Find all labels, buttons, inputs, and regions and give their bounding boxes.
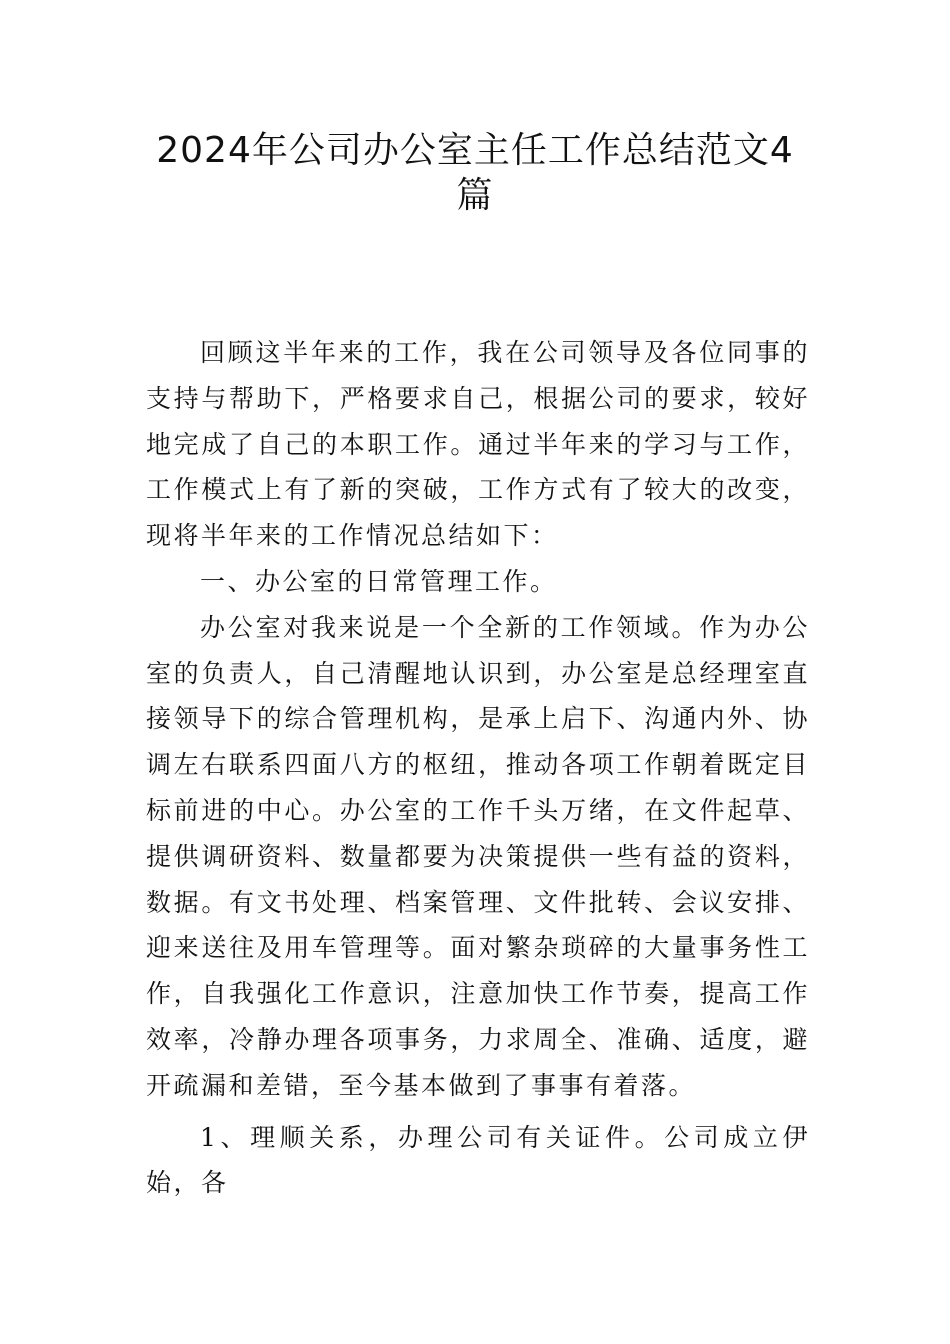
paragraph-intro: 回顾这半年来的工作，我在公司领导及各位同事的支持与帮助下，严格要求自己，根据公司的要求，较好地完成了自己的本职工作。通过半年来的学习与工作，工作模式上有了新的突破，工作方式有了较大的改变，现将半年来的工作情况总结如下： — [146, 338, 810, 551]
document-body — [146, 330, 810, 1206]
section-heading-1: 一、办公室的日常管理工作。 — [200, 566, 558, 596]
paragraph-item-1: 1、理顺关系，办理公司有关证件。公司成立伊始，各 — [146, 1122, 810, 1198]
document-title: 2024年公司办公室主任工作总结范文4篇 — [156, 130, 794, 216]
paragraph-office-role: 办公室对我来说是一个全新的工作领域。作为办公室的负责人，自己清醒地认识到，办公室是总经理室直接领导下的综合管理机构，是承上启下、沟通内外、协调左右联系四面八方的枢纽，推动各项工作朝着既定目标前进的中心。办公室的工作千头万绪，在文件起草、提供调研资料、数量都要为决策提供一些有益的资料，数据。有文书处理、档案管理、文件批转、会议安排、迎来送往及用车管理等。面对繁杂琐碎的大量事务性工作，自我强化工作意识，注意加快工作节奏，提高工作效率，冷静办理各项事务，力求周全、准确、适度，避开疏漏和差错，至今基本做到了事事有着落。 — [146, 612, 810, 1100]
